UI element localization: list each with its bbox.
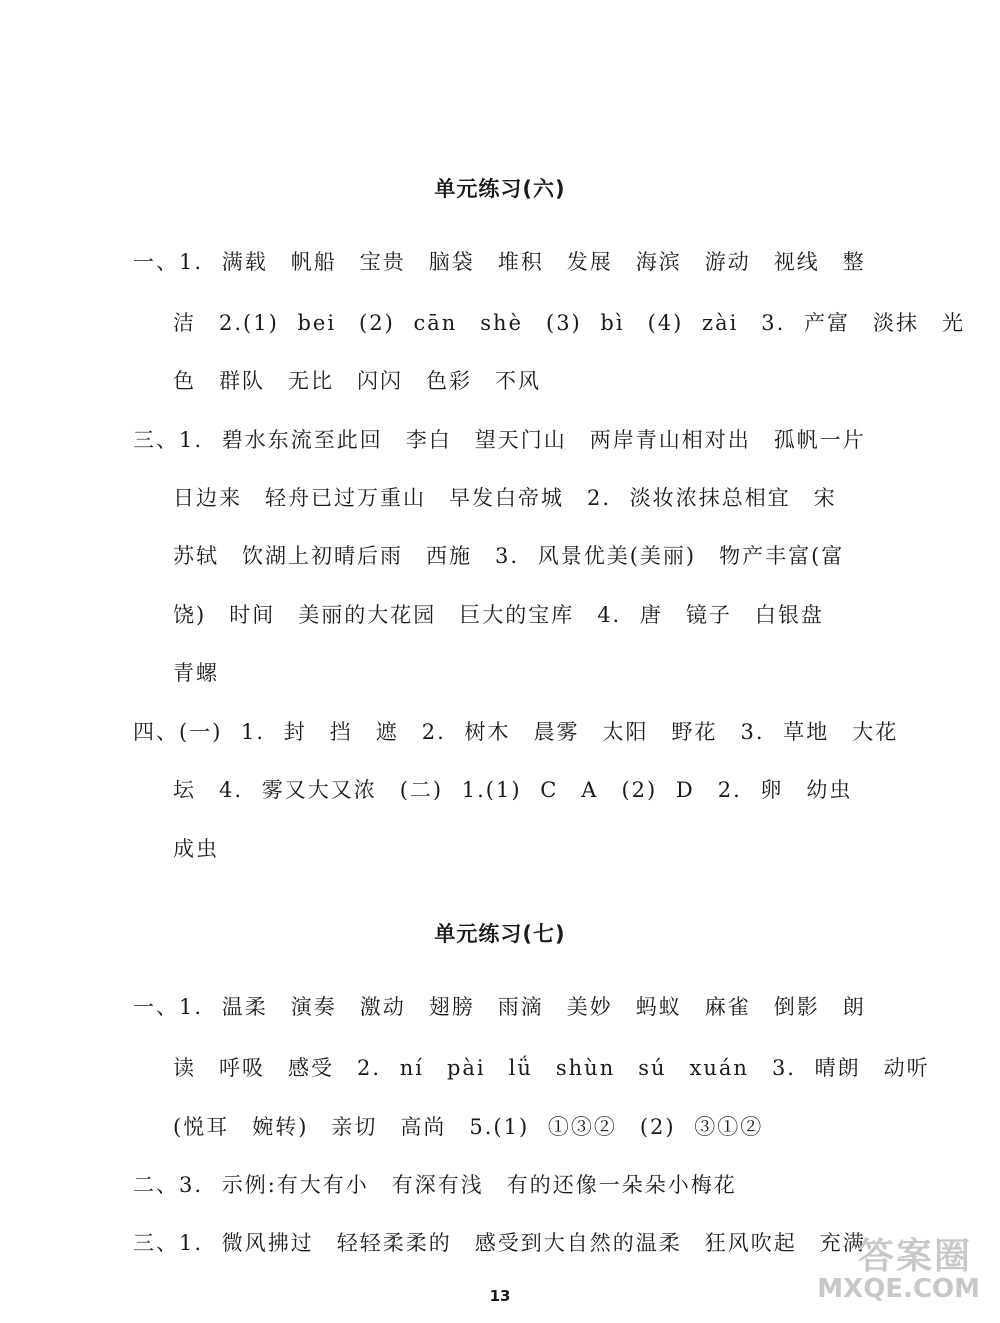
text-line: 四、(一) 1. 封 挡 遮 2. 树木 晨雾 太阳 野花 3. 草地 大花 bbox=[133, 720, 899, 744]
section-title-7: 单元练习(七) bbox=[434, 922, 566, 946]
text-line: 洁 2.(1) bei (2) cān shè (3) bì (4) zài 3. 产富 淡抹 光 bbox=[173, 311, 966, 335]
text-line: 坛 4. 雾又大又浓 (二) 1.(1) C A (2) D 2. 卵 幼虫 bbox=[173, 778, 853, 802]
watermark bbox=[800, 1228, 980, 1308]
text-line: 三、1. 微风拂过 轻轻柔柔的 感受到大自然的温柔 狂风吹起 充满 bbox=[133, 1231, 866, 1255]
watermark-url: MXQE.COM bbox=[817, 1274, 980, 1304]
watermark-logo-text: 答案圈 bbox=[857, 1236, 972, 1277]
text-line: 成虫 bbox=[173, 837, 219, 861]
text-line: 三、1. 碧水东流至此回 李白 望天门山 两岸青山相对出 孤帆一片 bbox=[133, 428, 866, 452]
text-line: 二、3. 示例:有大有小 有深有浅 有的还像一朵朵小梅花 bbox=[133, 1173, 737, 1197]
text-line: (悦耳 婉转) 亲切 高尚 5.(1) ①③② (2) ③①② bbox=[173, 1115, 764, 1139]
text-line: 读 呼吸 感受 2. ní pài lǘ shùn sú xuán 3. 晴朗 动听 bbox=[173, 1056, 930, 1080]
text-line: 一、1. 温柔 演奏 激动 翅膀 雨滴 美妙 蚂蚁 麻雀 倒影 朗 bbox=[133, 995, 866, 1019]
page-number: 13 bbox=[489, 1287, 511, 1305]
text-line: 日边来 轻舟已过万重山 早发白帝城 2. 淡妆浓抹总相宜 宋 bbox=[173, 486, 837, 510]
text-line: 饶) 时间 美丽的大花园 巨大的宝库 4. 唐 镜子 白银盘 bbox=[173, 603, 824, 627]
text-line: 一、1. 满载 帆船 宝贵 脑袋 堆积 发展 海滨 游动 视线 整 bbox=[133, 250, 866, 274]
text-line: 色 群队 无比 闪闪 色彩 不风 bbox=[173, 369, 541, 393]
text-line: 苏轼 饮湖上初晴后雨 西施 3. 风景优美(美丽) 物产丰富(富 bbox=[173, 544, 845, 568]
section-title-6: 单元练习(六) bbox=[434, 177, 566, 201]
text-line: 青螺 bbox=[173, 661, 219, 685]
